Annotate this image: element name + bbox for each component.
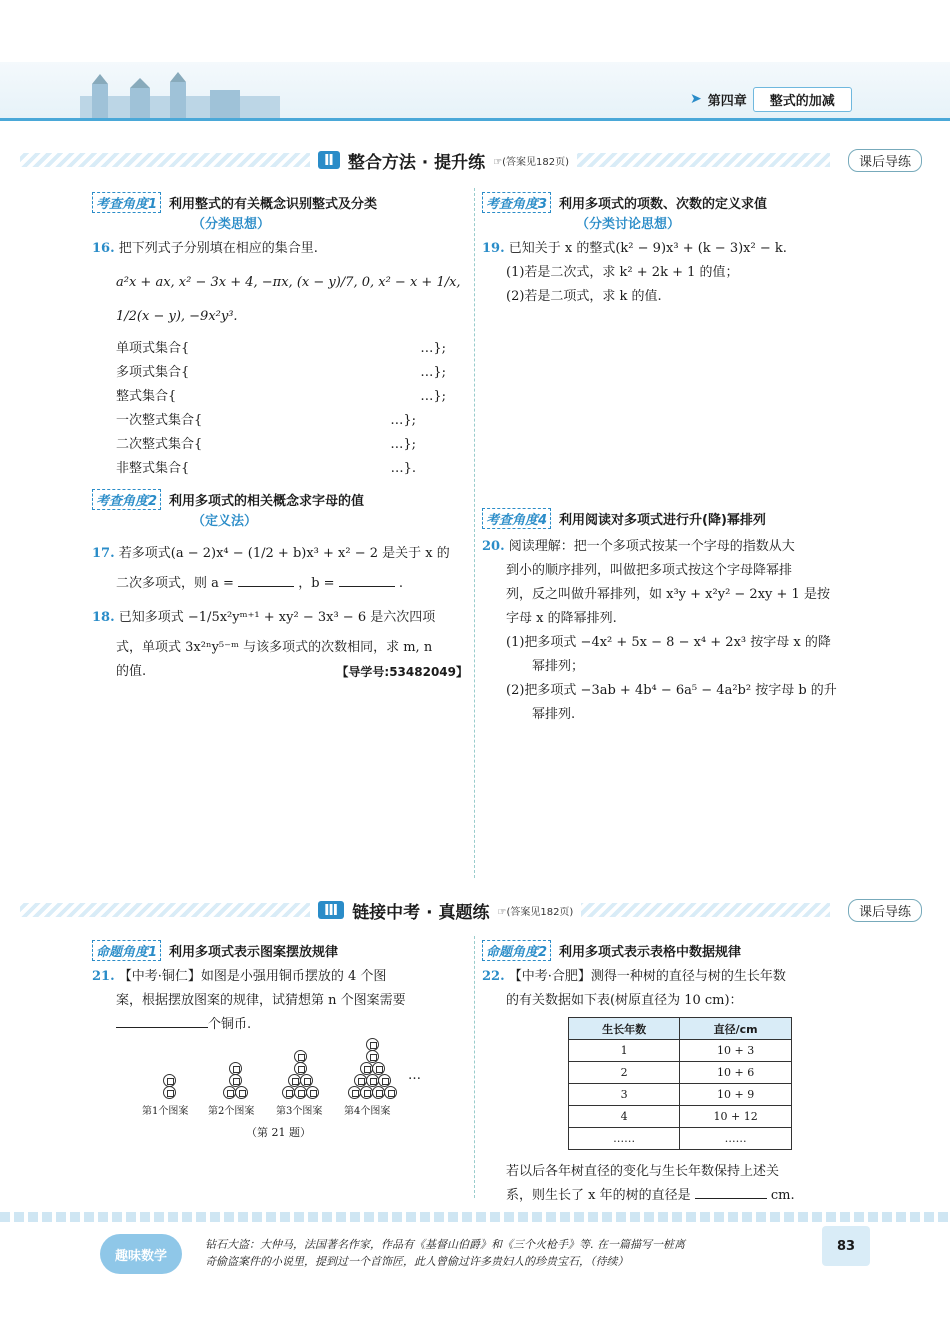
angle-4-tag: 考查角度4 [482,508,551,529]
set-row [116,409,416,433]
angle-1-header [92,192,468,213]
q20-part-1b: 幂排列； [532,659,585,674]
set-end: …}. [390,461,416,476]
q21-line-1 [92,965,468,989]
angle-1-tag: 考查角度1 [92,192,161,213]
q22-number: 22. [482,969,505,984]
section-3-homework-tag: 课后导练 [848,899,922,922]
q19-text: 已知关于 x 的整式(k² − 9)x³ + (k − 3)x² − k. [508,241,787,256]
q18-line-2: 式，单项式 3x²ⁿy⁵⁻ᵐ 与该多项式的次数相同，求 m, n [116,640,433,655]
q20-part-1a: (1)把多项式 −4x² + 5x − 8 − x⁴ + 2x³ 按字母 x 的降 [506,635,831,650]
table-row [569,1062,792,1084]
q18-line-1 [92,606,468,630]
chapter-label: 第四章 [707,93,747,109]
table-cell: 4 [569,1106,680,1128]
figure-caption: 第1个图案 [142,1106,189,1117]
left-column [92,192,468,684]
q18-text-3: 的值. [116,664,147,679]
page-number: 83 [822,1226,870,1266]
q20-line-3: 列，反之叫做升幂排列，如 x³y + x²y² − 2xy + 1 是按 [506,587,830,602]
angle-3-title: 利用多项式的项数、次数的定义求值 [559,197,768,212]
q17-text-1: 若多项式(a − 2)x⁴ − (1/2 + b)x³ + x² − 2 是关于 x 的 [118,546,450,561]
topic-1-header [92,940,468,961]
table-cell: 3 [569,1084,680,1106]
angle-3-method: （分类讨论思想） [576,217,681,232]
set-label: 二次整式集合{ [116,437,203,452]
coin [384,1086,397,1099]
set-label: 多项式集合{ [116,365,190,380]
left-column-lower [92,940,468,1037]
section-3-numeral: Ⅲ [318,901,344,919]
topic-2-header [482,940,858,961]
q22-text-5: cm. [770,1188,795,1203]
section-3-title: 链接中考 · 真题练 [352,902,490,923]
fun-math-logo: 趣味数学 [100,1234,182,1274]
angle-2-tag: 考查角度2 [92,489,161,510]
angle-3-header [482,192,858,213]
q21-figure [130,1030,450,1142]
q20-part-2b: 幂排列. [532,707,576,722]
section-2-bar [20,147,930,173]
q20-line-1 [482,535,858,559]
q16-stem [92,237,468,261]
right-column-lower [482,940,858,1208]
table-row [569,1040,792,1062]
chapter-header [690,86,852,112]
table-cell: 10 + 3 [680,1040,792,1062]
figure-number: （第 21 题） [246,1126,311,1139]
column-divider [474,188,475,878]
right-column [482,192,858,309]
table-cell: 1 [569,1040,680,1062]
topic-2-title: 利用多项式表示表格中数据规律 [559,945,742,960]
table-cell: …… [569,1128,680,1150]
figure-caption: 第3个图案 [276,1106,323,1117]
set-row [116,385,446,409]
q17-number: 17. [92,546,115,561]
angle-2-method: （定义法） [192,514,258,529]
coin [163,1086,176,1099]
q19-part-2: (2)若是二项式，求 k 的值. [506,289,662,304]
set-end: …}; [420,341,446,356]
footer-wave-border [0,1212,950,1222]
q20-part-2a: (2)把多项式 −3ab + 4b⁴ − 6a⁵ − 4a²b² 按字母 b 的升 [506,683,837,698]
section-3-bar [20,897,930,923]
angle-1-title: 利用整式的有关概念识别整式及分类 [169,197,378,212]
q18-number: 18. [92,610,115,625]
figure-caption: 第2个图案 [208,1106,255,1117]
q20-number: 20. [482,539,505,554]
set-row [116,433,416,457]
q18-text-1: 已知多项式 −1/5x²yᵐ⁺¹ + xy² − 3x³ − 6 是六次四项 [118,610,436,625]
q21-line-2: 案，根据摆放图案的规律，试猜想第 n 个图案需要 [116,993,406,1008]
table-row [569,1106,792,1128]
column-header: 生长年数 [569,1018,680,1040]
table-cell: 10 + 6 [680,1062,792,1084]
section-2-title: 整合方法 · 提升练 [347,152,486,173]
chapter-title: 整式的加减 [753,87,852,112]
q16-sets [92,337,468,481]
set-end: …}; [420,365,446,380]
right-column-q20 [482,508,858,727]
topic-1-tag: 命题角度1 [92,940,161,961]
table-cell: 10 + 9 [680,1084,792,1106]
q16-text: 把下列式子分别填在相应的集合里. [118,241,318,256]
q20-text-1: 阅读理解：把一个多项式按某一个字母的指数从大 [508,539,795,554]
q17-text-4: . [398,576,403,591]
set-end: …}; [390,437,416,452]
angle-2-title: 利用多项式的相关概念求字母的值 [169,494,365,509]
q17-text-3: ，b = [298,576,335,591]
table-cell: 2 [569,1062,680,1084]
figure-caption: 第4个图案 [344,1106,391,1117]
angle-4-header [482,508,858,529]
castle-illustration [70,72,290,118]
table-row [569,1128,792,1150]
coin [306,1086,319,1099]
set-end: …}; [390,413,416,428]
q17-text-2: 二次多项式，则 a = [116,576,234,591]
q19-number: 19. [482,241,505,256]
footer-story [205,1236,805,1270]
set-row [116,337,446,361]
angle-3-tag: 考查角度3 [482,192,551,213]
table-cell: …… [680,1128,792,1150]
set-label: 一次整式集合{ [116,413,203,428]
q19-stem [482,237,858,261]
q22-line-3: 若以后各年树直径的变化与生长年数保持上述关 [506,1164,780,1179]
q20-line-4: 字母 x 的降幂排列. [506,611,617,626]
set-label: 非整式集合{ [116,461,190,476]
q16-number: 16. [92,241,115,256]
q18-guide-number: 【导学号:53482049】 [336,665,468,679]
tree-data-table [568,1017,792,1150]
table-cell: 10 + 12 [680,1106,792,1128]
angle-1-method: （分类思想） [192,217,271,232]
figure-ellipsis: … [408,1068,421,1083]
q22-line-4 [482,1184,858,1208]
q16-expressions-2: 1/2(x − y), −9x²y³. [116,309,238,324]
coin [235,1086,248,1099]
q17-blank-b[interactable] [339,586,395,587]
q18-line-3 [92,660,468,684]
angle-2-header [92,489,468,510]
topic-2-tag: 命题角度2 [482,940,551,961]
q17-line-1 [92,542,468,566]
set-row [116,361,446,385]
set-label: 整式集合{ [116,389,177,404]
footer-line-1: 钻石大盗：大仲马，法国著名作家，作品有《基督山伯爵》和《三个火枪手》等. 在一篇描写一桩离 [205,1238,685,1251]
column-divider-2 [474,936,475,1198]
q22-line-1 [482,965,858,989]
table-row [569,1084,792,1106]
q22-blank[interactable] [695,1198,767,1199]
section-2-numeral: Ⅱ [318,151,340,169]
q17-line-2 [92,572,468,596]
chapter-arrow-icon: ➤ [690,91,702,107]
column-header: 直径/cm [680,1018,792,1040]
angle-4-title: 利用阅读对多项式进行升(降)幂排列 [559,513,766,528]
section-2-homework-tag: 课后导练 [848,149,922,172]
q21-text-1: 【中考·铜仁】如图是小强用铜币摆放的 4 个图 [118,969,387,984]
footer-line-2: 奇偷盗案件的小说里，提到过一个首饰匠，此人曾偷过许多贵妇人的珍贵宝石，（待续） [205,1255,629,1268]
q22-text-4: 系，则生长了 x 年的树的直径是 [506,1188,691,1203]
section-2-answer-ref: ☞(答案见182页) [493,156,570,168]
q22-line-2: 的有关数据如下表(树原直径为 10 cm)： [506,993,743,1008]
q19-part-1: (1)若是二次式，求 k² + 2k + 1 的值； [506,265,739,280]
q17-blank-a[interactable] [238,586,294,587]
set-end: …}; [420,389,446,404]
q16-expressions-1: a²x + ax, x² − 3x + 4, −πx, (x − y)/7, 0, x² − x + 1/x, [116,275,461,290]
table-header-row [569,1018,792,1040]
q21-blank[interactable] [116,1027,208,1028]
q20-line-2: 到小的顺序排列，叫做把多项式按这个字母降幂排 [506,563,793,578]
section-3-answer-ref: ☞(答案见182页) [497,906,574,918]
topic-1-title: 利用多项式表示图案摆放规律 [169,945,339,960]
set-label: 单项式集合{ [116,341,190,356]
q21-text-3: 个铜币. [208,1017,252,1032]
header-rule [0,118,950,121]
q21-number: 21. [92,969,115,984]
set-row [116,457,416,481]
q22-text-1: 【中考·合肥】测得一种树的直径与树的生长年数 [508,969,786,984]
